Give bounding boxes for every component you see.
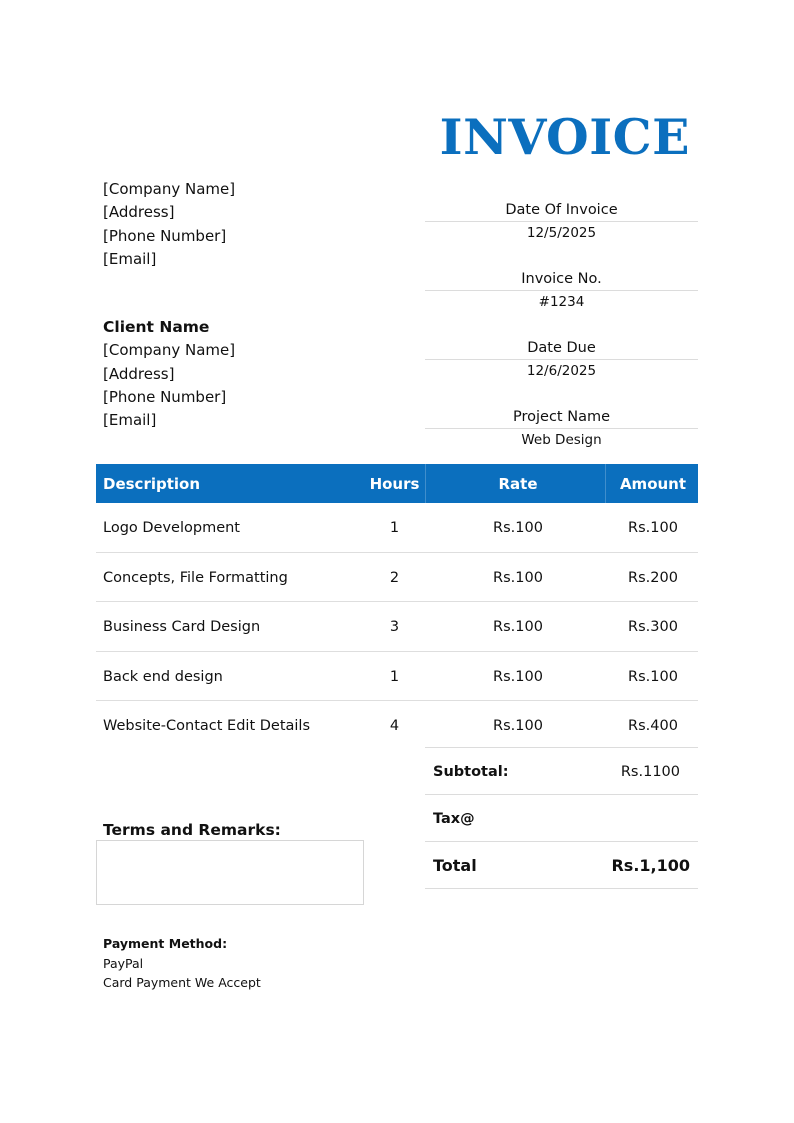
cell-amount: Rs.300 [628,619,678,635]
payment-line-paypal: PayPal [103,955,144,971]
table-row [96,701,698,750]
cell-rate: Rs.100 [493,569,543,586]
meta-label: Date Of Invoice [425,200,698,222]
cell-hours: 1 [389,520,400,536]
meta-value: 12/6/2025 [526,363,597,379]
cell-amount: Rs.100 [628,520,678,536]
meta-label: Project Name [425,407,698,429]
cell-amount: Rs.400 [628,718,678,734]
client-heading: Client Name [103,318,210,336]
invoice-title: INVOICE [439,108,690,166]
header-divider [605,464,606,503]
client-info [103,316,235,432]
meta-project-name [425,407,698,452]
table-row [96,652,698,702]
cell-rate: Rs.100 [493,668,543,685]
cell-description: Logo Development [103,520,240,536]
meta-date-of-invoice [425,200,698,245]
header-divider [425,464,426,503]
meta-invoice-number [425,269,698,314]
cell-hours: 2 [389,569,400,586]
sender-info [103,178,235,271]
terms-title: Terms and Remarks: [103,821,281,839]
payment-line-card: Card Payment We Accept [103,975,261,990]
sender-email: [Email] [103,249,157,268]
table-row [96,553,698,603]
summary-block [425,747,698,889]
subtotal-row [425,748,698,795]
client-phone: [Phone Number] [103,387,227,406]
header-amount: Amount [619,475,687,493]
meta-label: Date Due [425,338,698,360]
cell-hours: 1 [389,668,400,685]
table-row [96,503,698,553]
cell-rate: Rs.100 [493,520,543,536]
cell-description: Website-Contact Edit Details [103,718,311,734]
meta-value: #1234 [538,294,585,310]
terms-remarks-box[interactable] [96,840,364,905]
sender-address: [Address] [103,203,175,222]
subtotal-value: Rs.1100 [620,764,680,780]
cell-hours: 4 [389,718,400,734]
meta-value: 12/5/2025 [526,225,597,241]
tax-row [425,795,698,842]
cell-description: Business Card Design [103,619,261,635]
cell-amount: Rs.200 [628,569,678,586]
tax-label: Tax@ [433,811,475,827]
cell-rate: Rs.100 [493,718,543,734]
meta-value: Web Design [521,432,602,448]
table-row [96,602,698,652]
meta-date-due [425,338,698,383]
payment-method [103,934,261,993]
client-address: [Address] [103,364,175,383]
client-company: [Company Name] [103,341,236,360]
sender-company: [Company Name] [103,180,236,198]
total-label: Total [433,856,477,875]
cell-rate: Rs.100 [493,619,543,635]
sender-phone: [Phone Number] [103,226,227,245]
subtotal-label: Subtotal: [433,764,509,780]
payment-title: Payment Method: [103,936,228,951]
total-row [425,842,698,889]
items-table-body [96,503,698,750]
cell-description: Concepts, File Formatting [103,569,288,586]
items-table-header [96,464,698,503]
header-rate: Rate [498,475,538,493]
cell-description: Back end design [103,668,223,685]
client-email: [Email] [103,411,157,430]
header-hours: Hours [369,475,420,493]
cell-amount: Rs.100 [628,668,678,685]
cell-hours: 3 [389,619,400,635]
total-value: Rs.1,100 [611,856,690,875]
header-description: Description [103,475,201,493]
meta-label: Invoice No. [425,269,698,291]
